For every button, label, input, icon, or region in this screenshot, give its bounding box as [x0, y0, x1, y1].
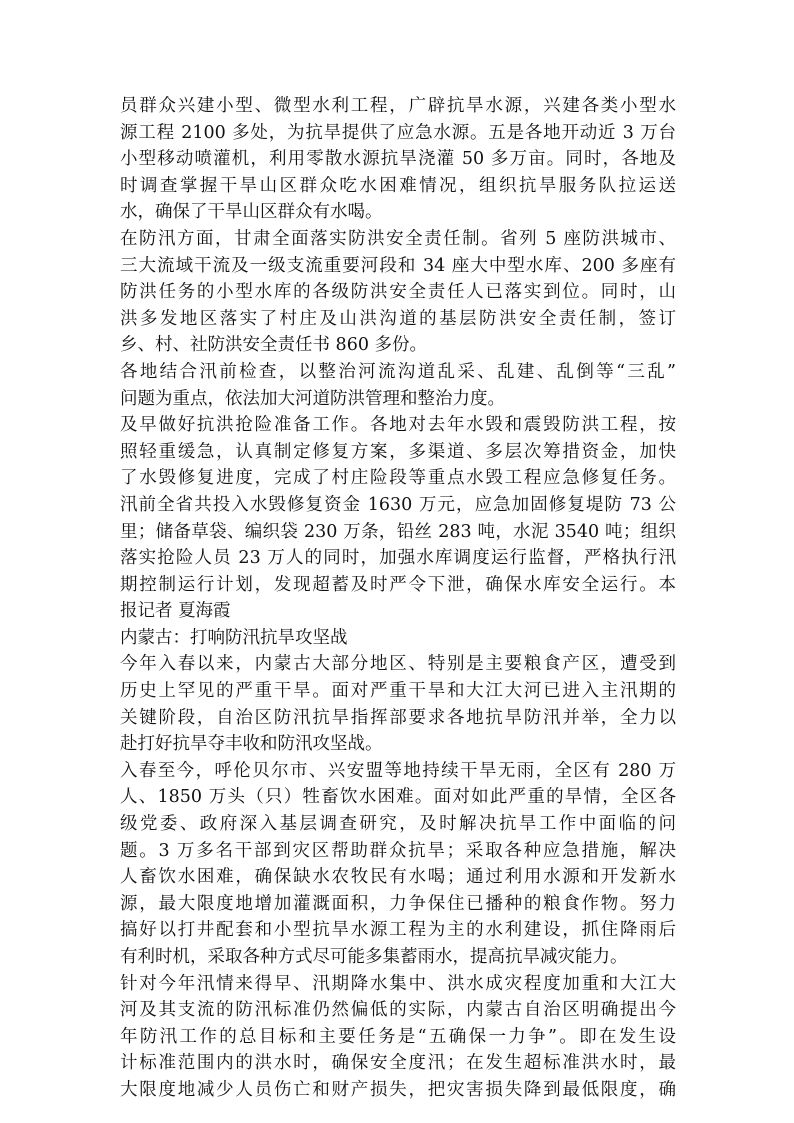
text-line: 照轻重缓急，认真制定修复方案，多渠道、多层次筹措资金，加快	[120, 441, 676, 462]
text-line: 小型移动喷灌机，利用零散水源抗旱浇灌 50 多万亩。同时，各地及	[120, 149, 676, 170]
text-line: 期控制运行计划，发现超蓄及时严令下泄，确保水库安全运行。本	[120, 574, 676, 595]
text-line: 在防汛方面，甘肃全面落实防洪安全责任制。省列 5 座防洪城市、	[120, 228, 676, 249]
text-line: 问题为重点，依法加大河道防洪管理和整治力度。	[120, 388, 505, 409]
text-line: 针对今年汛情来得早、汛期降水集中、洪水成灾程度加重和大江大	[120, 973, 676, 994]
text-line: 级党委、政府深入基层调查研究，及时解决抗旱工作中面临的问	[120, 814, 676, 835]
text-line: 里；储备草袋、编织袋 230 万条，铅丝 283 吨，水泥 3540 吨；组织	[120, 521, 676, 542]
text-line: 入春至今，呼伦贝尔市、兴安盟等地持续干旱无雨，全区有 280 万	[120, 760, 676, 781]
text-line: 防洪任务的小型水库的各级防洪安全责任人已落实到位。同时，山	[120, 282, 676, 303]
text-line: 落实抢险人员 23 万人的同时，加强水库调度运行监督，严格执行汛	[120, 548, 676, 569]
text-line: 人、1850 万头（只）牲畜饮水困难。面对如此严重的旱情，全区各	[120, 787, 676, 808]
text-line: 关键阶段，自治区防汛抗旱指挥部要求各地抗旱防汛并举，全力以	[120, 707, 676, 728]
text-line: 三大流域干流及一级支流重要河段和 34 座大中型水库、200 多座有	[120, 255, 676, 276]
text-line: 报记者 夏海霞	[120, 601, 231, 622]
text-line: 了水毁修复进度，完成了村庄险段等重点水毁工程应急修复任务。	[120, 468, 676, 489]
text-line: 源工程 2100 多处，为抗旱提供了应急水源。五是各地开动近 3 万台	[120, 122, 676, 143]
text-line: 年防汛工作的总目标和主要任务是“五确保一力争”。即在发生设	[120, 1026, 676, 1047]
text-line: 员群众兴建小型、微型水利工程，广辟抗旱水源，兴建各类小型水	[120, 96, 676, 116]
text-line: 各地结合汛前检查，以整治河流沟道乱采、乱建、乱倒等“三乱”	[120, 361, 676, 382]
text-line: 计标准范围内的洪水时，确保安全度汛；在发生超标准洪水时，最	[120, 1053, 676, 1074]
text-line: 时调查掌握干旱山区群众吃水困难情况，组织抗旱服务队拉运送	[120, 175, 676, 196]
text-line: 及早做好抗洪抢险准备工作。各地对去年水毁和震毁防洪工程，按	[120, 415, 676, 436]
text-line: 乡、村、社防洪安全责任书 860 多份。	[120, 335, 428, 356]
text-line: 搞好以打井配套和小型抗旱水源工程为主的水利建设，抓住降雨后	[120, 920, 676, 941]
text-line: 有利时机，采取各种方式尽可能多集蓄雨水，提高抗旱减灾能力。	[120, 947, 628, 967]
text-line: 大限度地减少人员伤亡和财产损失，把灾害损失降到最低限度，确	[120, 1079, 676, 1100]
text-line: 源，最大限度地增加灌溉面积，力争保住已播种的粮食作物。努力	[120, 893, 676, 914]
text-line: 赴打好抗旱夺丰收和防汛攻坚战。	[120, 734, 383, 755]
text-line: 内蒙古：打响防汛抗旱攻坚战	[120, 627, 348, 648]
text-line: 题。3 万多名干部到灾区帮助群众抗旱；采取各种应急措施，解决	[120, 840, 676, 861]
text-line: 人畜饮水困难，确保缺水农牧民有水喝；通过利用水源和开发新水	[120, 867, 676, 888]
document-body	[120, 93, 676, 1104]
text-line: 历史上罕见的严重干旱。面对严重干旱和大江大河已进入主汛期的	[120, 681, 676, 702]
text-line: 汛前全省共投入水毁修复资金 1630 万元，应急加固修复堤防 73 公	[120, 494, 676, 515]
text-line: 今年入春以来，内蒙古大部分地区、特别是主要粮食产区，遭受到	[120, 654, 676, 675]
text-line: 洪多发地区落实了村庄及山洪沟道的基层防洪安全责任制，签订	[120, 308, 676, 329]
text-line: 河及其支流的防汛标准仍然偏低的实际，内蒙古自治区明确提出今	[120, 1000, 676, 1021]
text-line: 水，确保了干旱山区群众有水喝。	[120, 202, 383, 223]
